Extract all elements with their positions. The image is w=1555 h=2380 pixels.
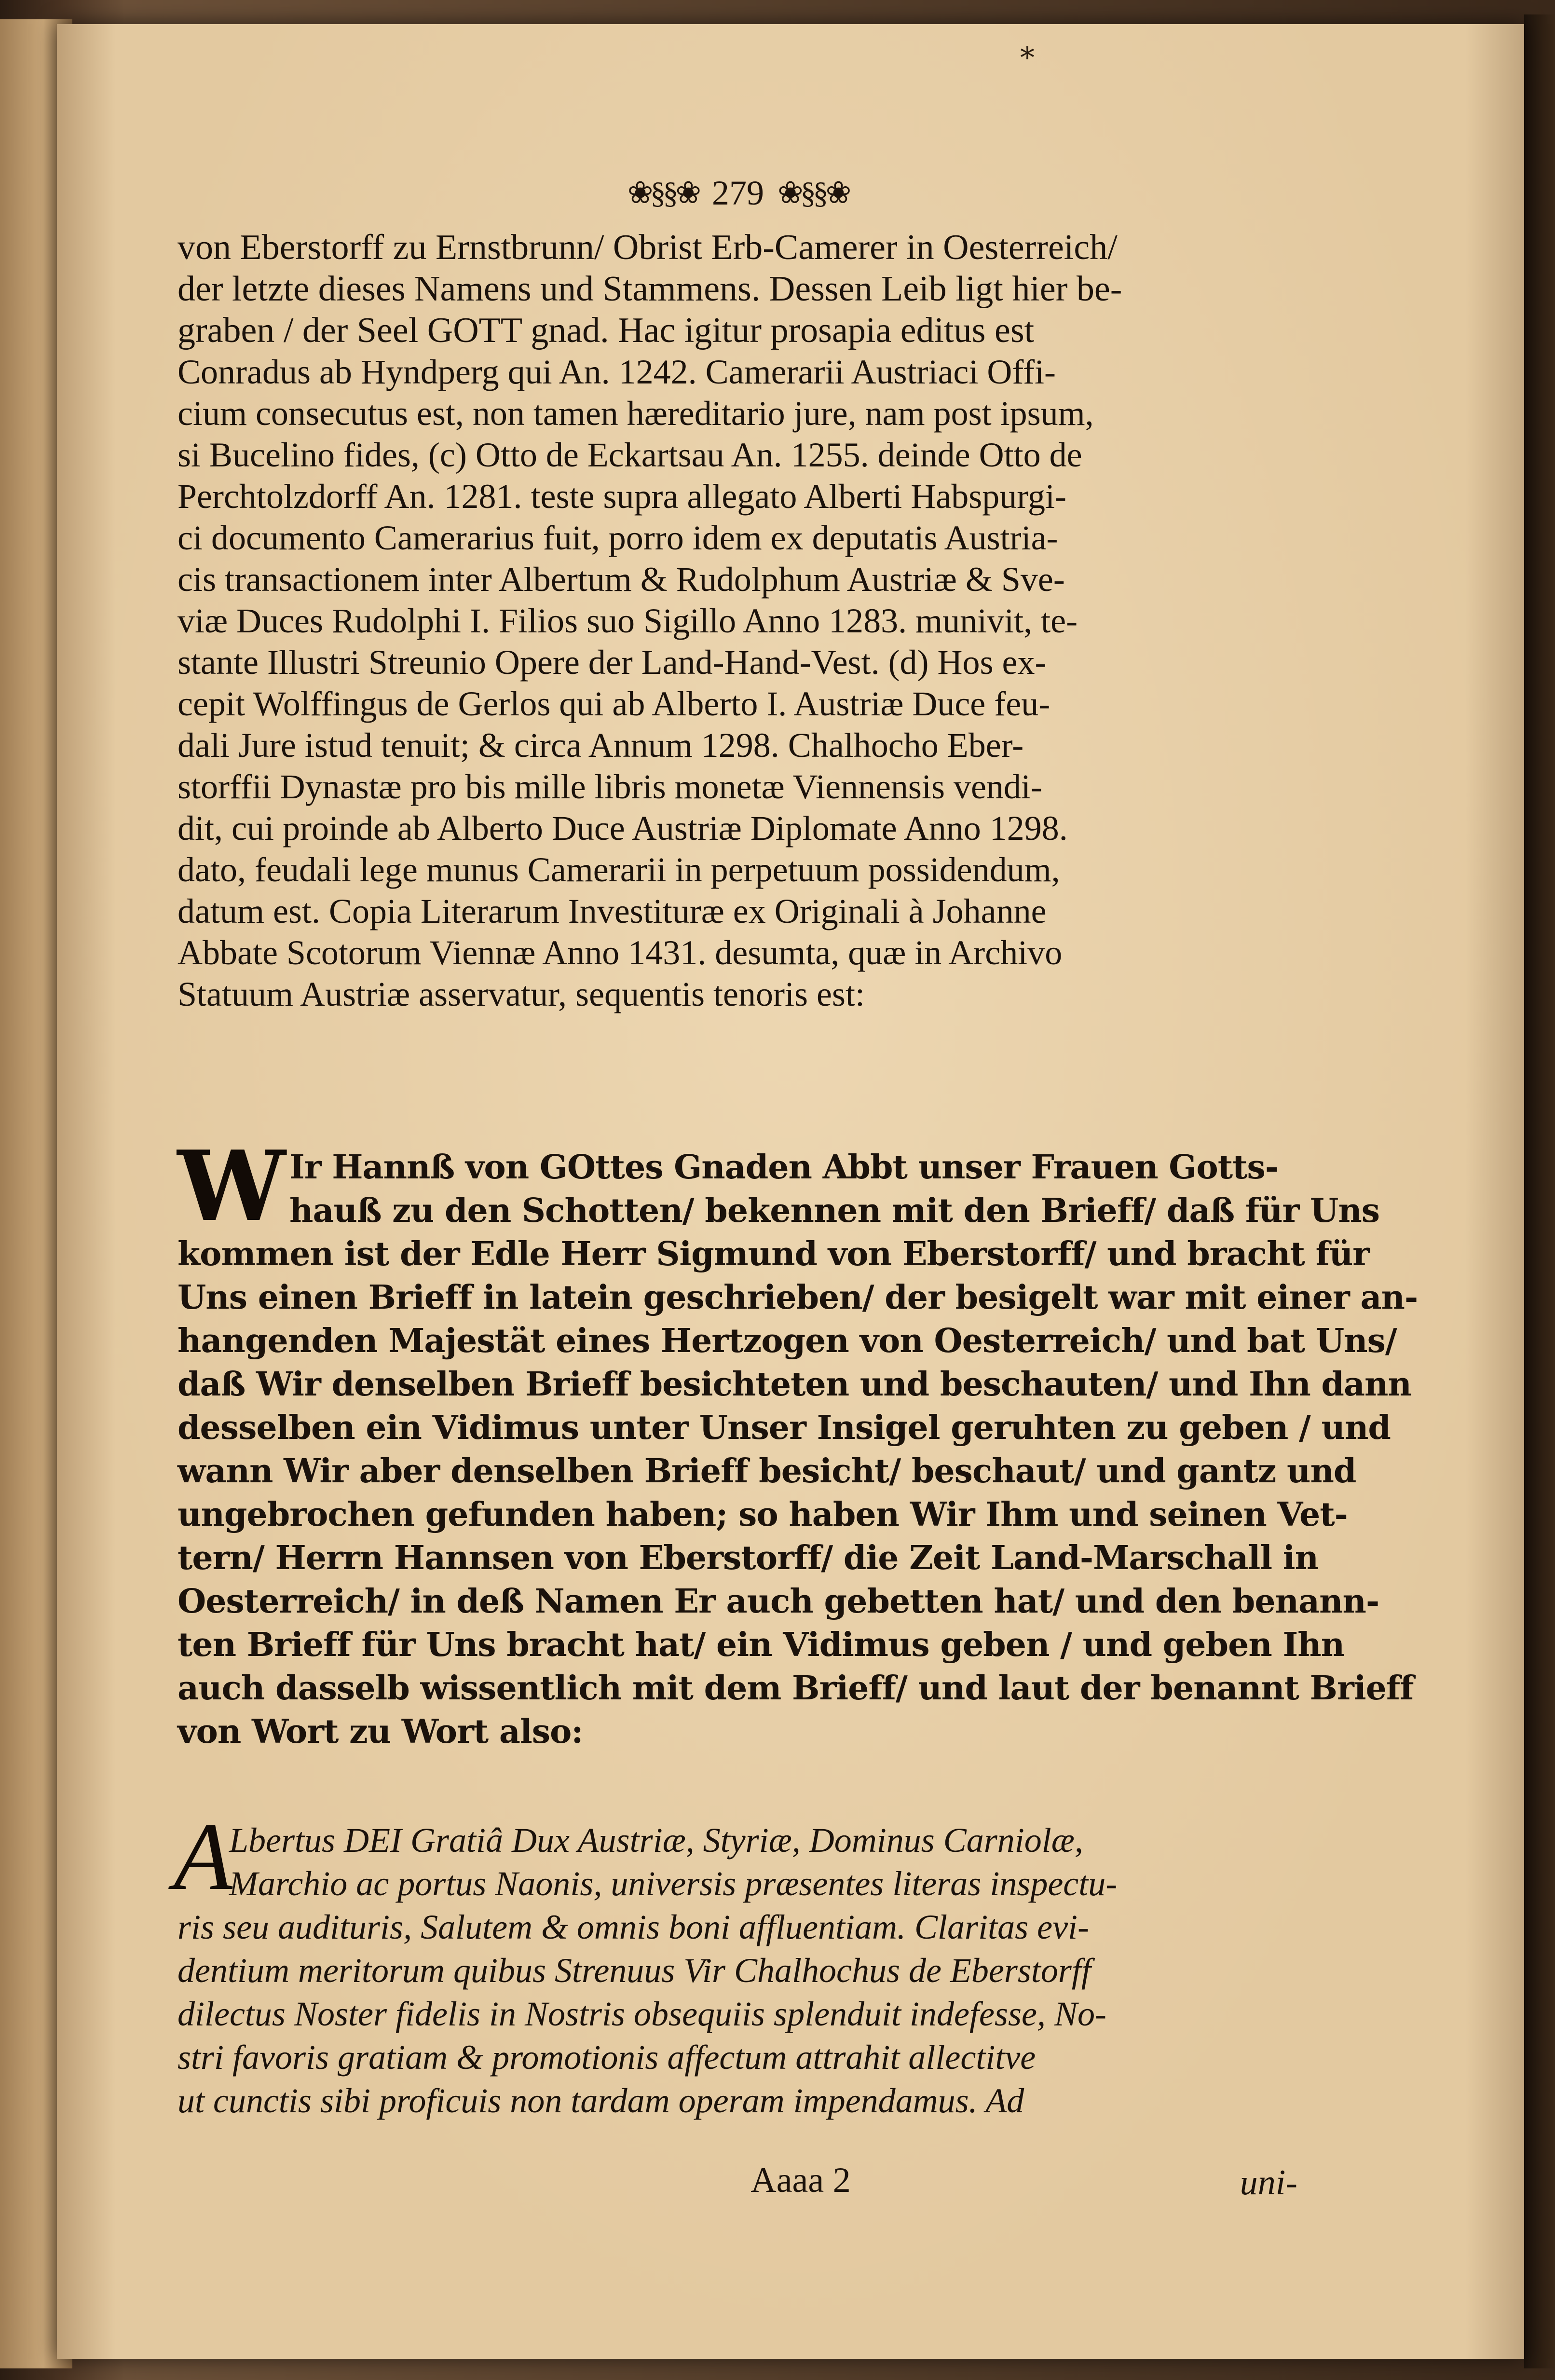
text-line: auch dasselb wissentlich mit dem Brieff/ und laut der benannt Brieff	[177, 1669, 1414, 1708]
text-line: Oesterreich/ in deß Namen Er auch gebetten hat/ und den benann-	[177, 1582, 1379, 1621]
text-line: Uns einen Brieff in latein geschrieben/ der besigelt war mit einer an-	[177, 1278, 1418, 1317]
book-cover-edge	[1524, 14, 1555, 2368]
text-line: hangenden Majestät eines Hertzogen von Oesterreich/ und bat Uns/	[177, 1322, 1397, 1360]
text-line: Lbertus DEI Gratiâ Dux Austriæ, Styriæ, Dominus Carniolæ,	[229, 1821, 1083, 1860]
text-line: dilectus Noster fidelis in Nostris obsequiis splenduit indefesse, No-	[177, 1995, 1106, 2033]
text-line: daß Wir denselben Brieff besichteten und beschauten/ und Ihn dann	[177, 1365, 1411, 1404]
text-line: si Bucelino fides, (c) Otto de Eckartsau An. 1255. deinde Otto de	[177, 436, 1082, 474]
text-line: cepit Wolffingus de Gerlos qui ab Alberto I. Austriæ Duce feu-	[177, 684, 1050, 723]
ornament-right: ❀§§❀	[778, 176, 849, 210]
text-line: dali Jure istud tenuit; & circa Annum 1298. Chalhocho Eber-	[177, 726, 1024, 765]
decorated-initial-w: W	[177, 1130, 286, 1243]
text-line: stante Illustri Streunio Opere der Land-Hand-Vest. (d) Hos ex-	[177, 643, 1047, 682]
text-line: dentium meritorum quibus Strenuus Vir Chalhochus de Eberstorff	[177, 1951, 1091, 1990]
text-line: dato, feudali lege munus Camerarii in perpetuum possidendum,	[177, 850, 1060, 889]
decorated-initial-a: A	[174, 1804, 233, 1910]
text-line: desselben ein Vidimus unter Unser Insigel geruhten zu geben / und	[177, 1409, 1391, 1447]
text-line: stri favoris gratiam & promotionis affectum attrahit allectitve	[177, 2038, 1036, 2077]
text-line: von Wort zu Wort also:	[177, 1712, 583, 1751]
text-line: datum est. Copia Literarum Investituræ ex Originali à Johanne	[177, 892, 1047, 930]
text-line: viæ Duces Rudolphi I. Filios suo Sigillo Anno 1283. munivit, te-	[177, 602, 1078, 640]
text-line: tern/ Herrn Hannsen von Eberstorff/ die Zeit Land-Marschall in	[177, 1539, 1319, 1577]
text-line: ci documento Camerarius fuit, porro idem ex deputatis Austria-	[177, 519, 1058, 557]
text-line: dit, cui proinde ab Alberto Duce Austriæ Diplomate Anno 1298.	[177, 809, 1068, 848]
text-line: cium consecutus est, non tamen hæreditario jure, nam post ipsum,	[177, 394, 1094, 433]
text-line: ris seu audituris, Salutem & omnis boni affluentiam. Claritas evi-	[177, 1908, 1089, 1946]
text-line: Marchio ac portus Naonis, universis præsentes literas inspectu-	[229, 1864, 1118, 1903]
signature-mark: Aaaa 2	[750, 2161, 851, 2200]
text-line: der letzte dieses Namens und Stammens. Dessen Leib ligt hier be-	[177, 269, 1122, 309]
text-line: ut cunctis sibi proficuis non tardam operam impendamus. Ad	[177, 2081, 1024, 2120]
text-line: wann Wir aber denselben Brieff besicht/ beschaut/ und gantz und	[177, 1452, 1356, 1491]
catchword: uni-	[1240, 2163, 1297, 2202]
text-line: Conradus ab Hyndperg qui An. 1242. Camerarii Austriaci Offi-	[177, 353, 1056, 391]
text-line: Perchtolzdorff An. 1281. teste supra allegato Alberti Habspurgi-	[177, 477, 1066, 516]
text-line: Ir Hannß von GOttes Gnaden Abbt unser Frauen Gotts-	[289, 1148, 1279, 1187]
text-line: graben / der Seel GOTT gnad. Hac igitur prosapia editus est	[177, 311, 1035, 350]
text-line: storffii Dynastæ pro bis mille libris monetæ Viennensis vendi-	[177, 767, 1042, 806]
text-line: ten Brieff für Uns bracht hat/ ein Vidimus geben / und geben Ihn	[177, 1626, 1345, 1664]
ornament-left: ❀§§❀	[627, 176, 698, 210]
text-line: kommen ist der Edle Herr Sigmund von Eberstorff/ und bracht für	[177, 1235, 1370, 1273]
text-line: von Eberstorff zu Ernstbrunn/ Obrist Erb-Camerer in Oesterreich/	[177, 228, 1118, 267]
running-header	[569, 166, 907, 219]
margin-mark: *	[1020, 41, 1035, 75]
text-line: Statuum Austriæ asservatur, sequentis tenoris est:	[177, 975, 865, 1013]
text-line: ungebrochen gefunden haben; so haben Wir Ihm und seinen Vet-	[177, 1495, 1348, 1534]
text-line: Abbate Scotorum Viennæ Anno 1431. desumta, quæ in Archivo	[177, 933, 1063, 972]
text-line: cis transactionem inter Albertum & Rudolphum Austriæ & Sve-	[177, 560, 1065, 599]
page-number: 279	[712, 173, 764, 212]
text-line: hauß zu den Schotten/ bekennen mit den Brieff/ daß für Uns	[289, 1191, 1380, 1230]
